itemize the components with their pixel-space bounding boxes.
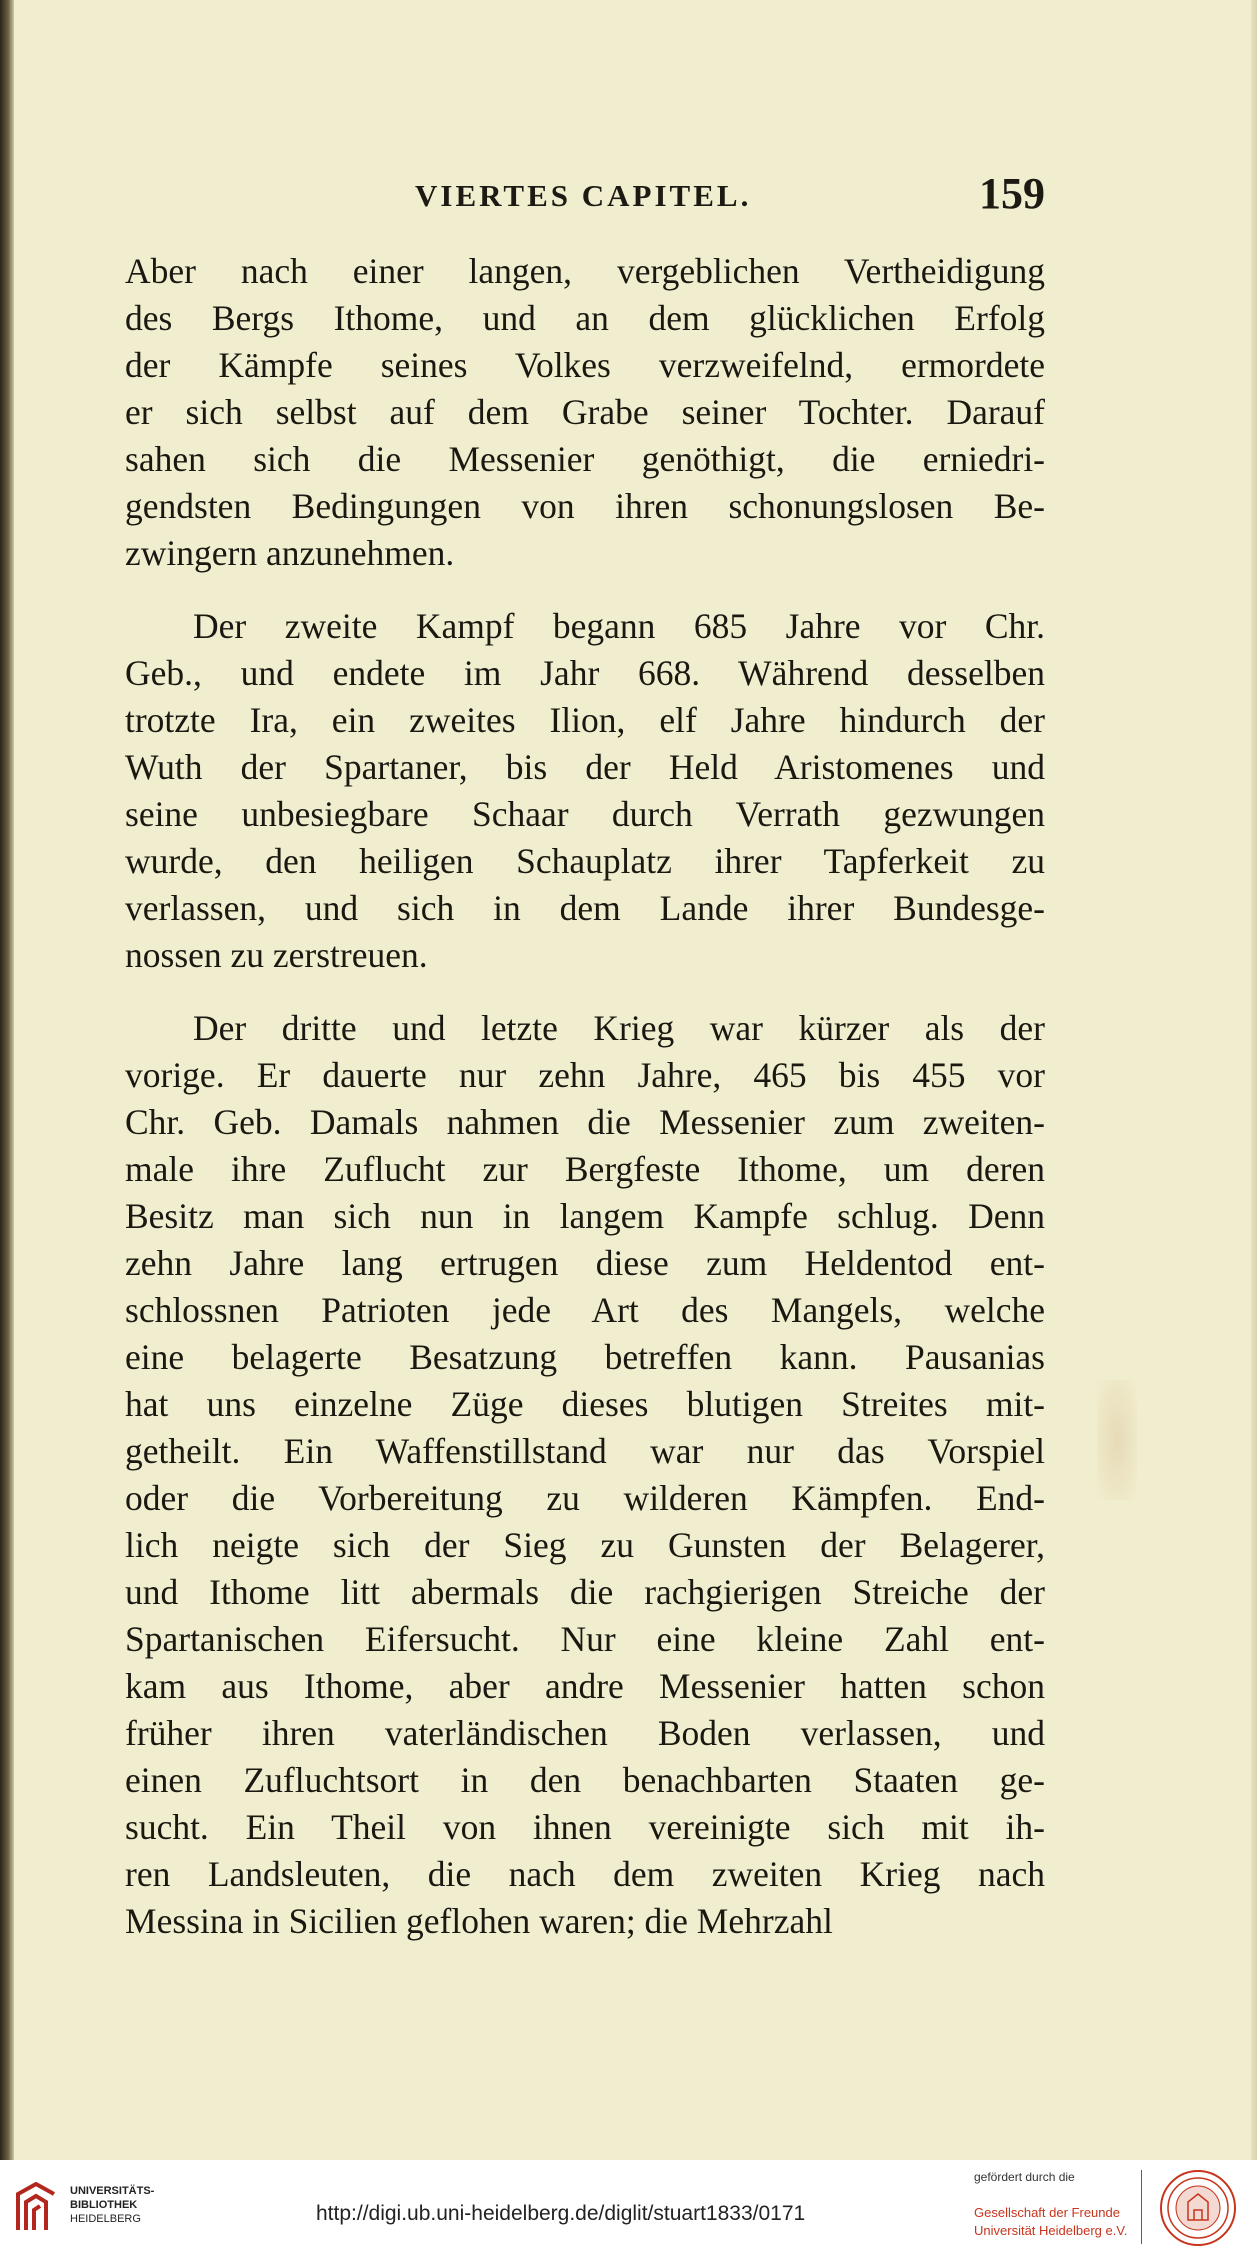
running-title: VIERTES CAPITEL. xyxy=(415,178,752,213)
text-line: verlassen, und sich in dem Lande ihrer Bundesge- xyxy=(125,888,1045,928)
paragraph xyxy=(125,248,1045,577)
text-line: ren Landsleuten, die nach dem zweiten Krieg nach xyxy=(125,1854,1045,1894)
viewer-footer xyxy=(0,2160,1257,2253)
paragraph xyxy=(125,603,1045,979)
text-line: Der dritte und letzte Krieg war kürzer als der xyxy=(193,1008,1045,1048)
text-line: Chr. Geb. Damals nahmen die Messenier zum zweiten- xyxy=(125,1102,1045,1142)
text-line: seine unbesiegbare Schaar durch Verrath gezwungen xyxy=(125,794,1045,834)
text-line: schlossnen Patrioten jede Art des Mangels, welche xyxy=(125,1290,1045,1330)
university-seal-icon xyxy=(1158,2168,1238,2248)
text-line: gendsten Bedingungen von ihren schonungslosen Be- xyxy=(125,486,1045,526)
text-line: Messina in Sicilien geflohen waren; die Mehrzahl xyxy=(125,1901,833,1941)
sponsor-caption: gefördert durch die xyxy=(974,2170,1075,2184)
text-line: getheilt. Ein Waffenstillstand war nur das Vorspiel xyxy=(125,1431,1045,1471)
text-line: sucht. Ein Theil von ihnen vereinigte sich mit ih- xyxy=(125,1807,1045,1847)
text-line: Besitz man sich nun in langem Kampfe schlug. Denn xyxy=(125,1196,1045,1236)
text-line: und Ithome litt abermals die rachgierigen Streiche der xyxy=(125,1572,1045,1612)
text-line: zehn Jahre lang ertrugen diese zum Heldentod ent- xyxy=(125,1243,1045,1283)
permalink-url[interactable]: http://digi.ub.uni-heidelberg.de/diglit/stuart1833/0171 xyxy=(316,2202,806,2225)
paragraph xyxy=(125,1005,1045,1945)
text-line: des Bergs Ithome, und an dem glücklichen Erfolg xyxy=(125,298,1045,338)
text-line: der Kämpfe seines Volkes verzweifelnd, ermordete xyxy=(125,345,1045,385)
book-spine-shadow xyxy=(0,0,14,2160)
library-name-line: HEIDELBERG xyxy=(70,2213,141,2225)
sponsor-divider xyxy=(1141,2170,1142,2244)
text-line: Der zweite Kampf begann 685 Jahre vor Chr. xyxy=(193,606,1045,646)
text-line: einen Zufluchtsort in den benachbarten Staaten ge- xyxy=(125,1760,1045,1800)
text-line: wurde, den heiligen Schauplatz ihrer Tapferkeit zu xyxy=(125,841,1045,881)
text-line: er sich selbst auf dem Grabe seiner Tochter. Darauf xyxy=(125,392,1045,432)
library-name-line: BIBLIOTHEK xyxy=(70,2199,138,2211)
text-line: Aber nach einer langen, vergeblichen Vertheidigung xyxy=(125,251,1045,291)
paper-stain xyxy=(1097,1380,1137,1500)
sponsor-name-line: Universität Heidelberg e.V. xyxy=(974,2223,1128,2238)
text-line: kam aus Ithome, aber andre Messenier hatten schon xyxy=(125,1666,1045,1706)
text-line: nossen zu zerstreuen. xyxy=(125,935,428,975)
library-name-line: UNIVERSITÄTS- xyxy=(70,2185,155,2197)
text-line: trotzte Ira, ein zweites Ilion, elf Jahre hindurch der xyxy=(125,700,1045,740)
text-line: sahen sich die Messenier genöthigt, die erniedri- xyxy=(125,439,1045,479)
text-line: Spartanischen Eifersucht. Nur eine kleine Zahl ent- xyxy=(125,1619,1045,1659)
text-line: Geb., und endete im Jahr 668. Während desselben xyxy=(125,653,1045,693)
page-number: 159 xyxy=(979,169,1045,218)
text-line: früher ihren vaterländischen Boden verlassen, und xyxy=(125,1713,1045,1753)
university-library-logo-icon xyxy=(14,2182,58,2234)
text-line: vorige. Er dauerte nur zehn Jahre, 465 bis 455 vor xyxy=(125,1055,1045,1095)
text-line: zwingern anzunehmen. xyxy=(125,533,455,573)
page-edge xyxy=(1251,0,1257,2160)
body-text xyxy=(125,248,1045,1971)
text-line: oder die Vorbereitung zu wilderen Kämpfen. End- xyxy=(125,1478,1045,1518)
text-line: hat uns einzelne Züge dieses blutigen Streites mit- xyxy=(125,1384,1045,1424)
text-line: eine belagerte Besatzung betreffen kann. Pausanias xyxy=(125,1337,1045,1377)
text-line: Wuth der Spartaner, bis der Held Aristomenes und xyxy=(125,747,1045,787)
sponsor-name xyxy=(974,2204,1127,2240)
text-line: male ihre Zuflucht zur Bergfeste Ithome, um deren xyxy=(125,1149,1045,1189)
text-line: lich neigte sich der Sieg zu Gunsten der Belagerer, xyxy=(125,1525,1045,1565)
running-head xyxy=(125,168,1045,228)
sponsor-name-line: Gesellschaft der Freunde xyxy=(974,2205,1120,2220)
library-name xyxy=(70,2184,190,2226)
